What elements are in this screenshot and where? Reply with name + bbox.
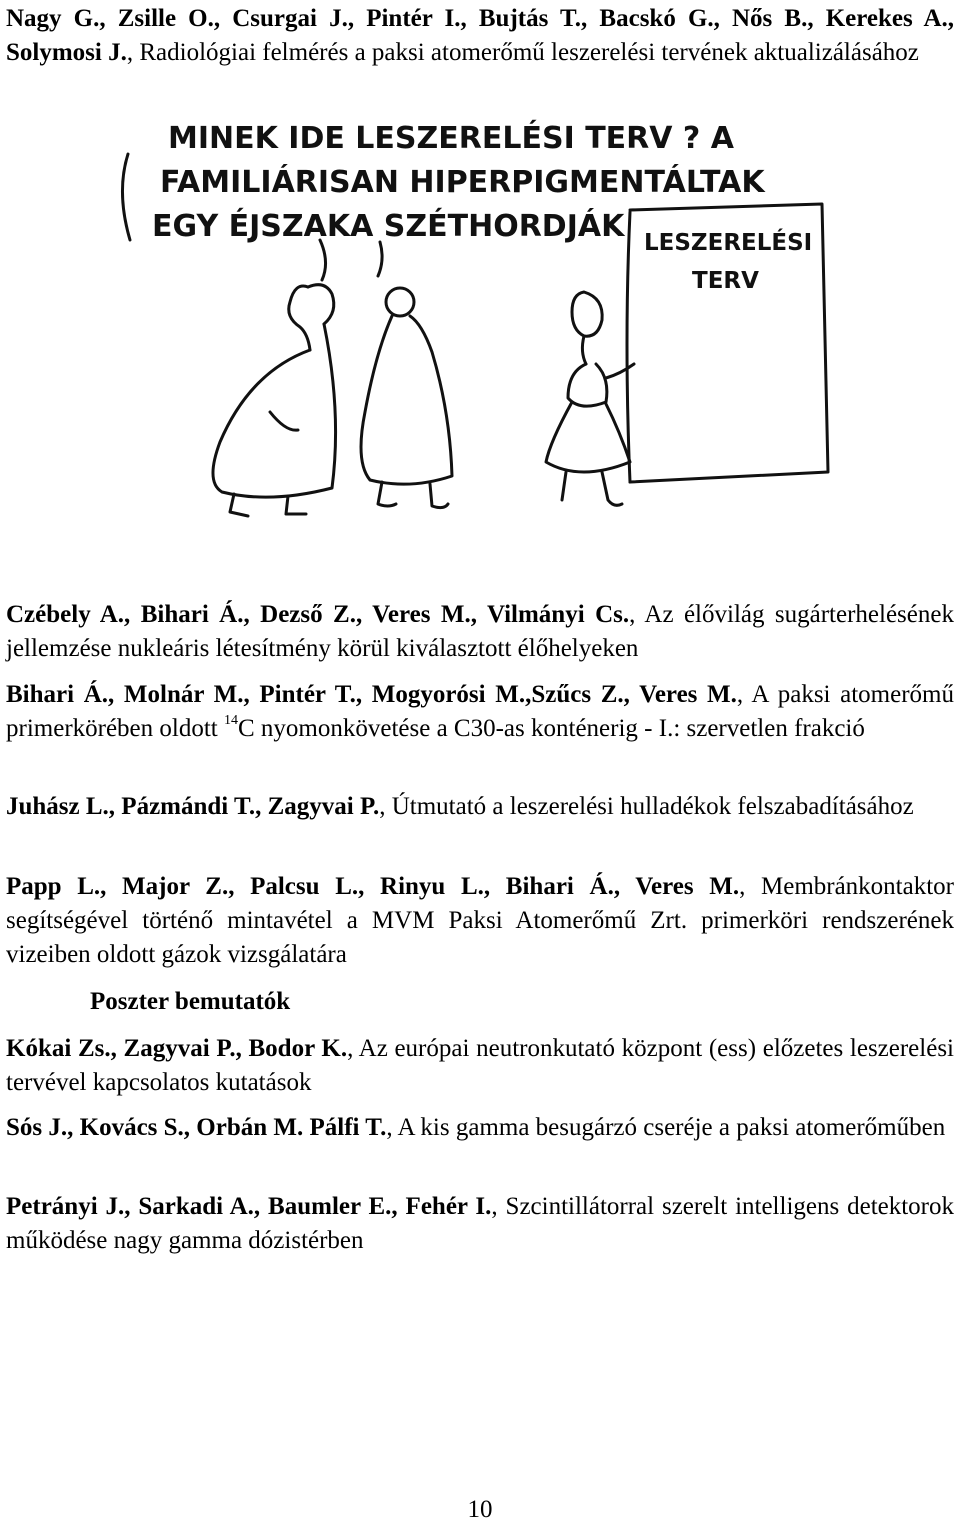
board-line-1: LESZERELÉSI <box>644 230 813 256</box>
section-heading: Poszter bemutatók <box>90 988 291 1015</box>
poster-entry <box>6 1111 954 1145</box>
poster-entry <box>6 1032 954 1100</box>
entry-authors: Bihari Á., Molnár M., Pintér T., Mogyorósi M.,Szűcs Z., Veres M. <box>6 681 737 708</box>
entry-title: , Radiológiai felmérés a paksi atomerőmű leszerelési tervének aktualizálásához <box>126 39 919 66</box>
middle-figure <box>361 288 452 508</box>
cartoon-illustration <box>110 112 870 542</box>
entry-title-continued: C nyomonkövetése a C30-as konténerig - I.: szervetlen frakció <box>238 715 865 742</box>
entry-title: , Útmutató a leszerelési hulladékok felszabadításához <box>379 793 914 820</box>
entry-title: , Az európai neutronkutató központ (ess) előzetes leszerelési tervével kapcsolatos kutatások <box>6 1035 954 1096</box>
speech-line-2: FAMILIÁRISAN HIPERPIGMENTÁLTAK <box>160 165 765 200</box>
entry-title: , A kis gamma besugárzó cseréje a paksi atomerőműben <box>386 1114 946 1141</box>
speech-line-3: EGY ÉJSZAKA SZÉTHORDJÁK <box>152 209 625 244</box>
right-figure <box>546 292 634 505</box>
entry-authors: Czébely A., Bihari Á., Dezső Z., Veres M., Vilmányi Cs. <box>6 601 630 628</box>
poster-entry <box>6 1190 954 1258</box>
entry-authors: Juhász L., Pázmándi T., Zagyvai P. <box>6 793 380 820</box>
entry-authors: Sós J., Kovács S., Orbán M. Pálfi T. <box>6 1114 387 1141</box>
board-line-2: TERV <box>692 268 759 294</box>
entry-title: , Az élővilág sugárterhelésének jellemzése nukleáris létesítmény körül kiválasztott élőhelyeken <box>6 601 954 662</box>
entry-authors: Petrányi J., Sarkadi A., Baumler E., Fehér I. <box>6 1193 492 1220</box>
speech-line-1: MINEK IDE LESZERELÉSI TERV ? A <box>168 121 734 156</box>
entry-authors: Papp L., Major Z., Palcsu L., Rinyu L., Bihari Á., Veres M. <box>6 873 740 900</box>
paper-entry <box>6 2 954 70</box>
paper-entry <box>6 790 954 824</box>
speech-bubble <box>122 154 130 240</box>
paper-entry <box>6 598 954 666</box>
entry-authors: Kókai Zs., Zagyvai P., Bodor K. <box>6 1035 348 1062</box>
entry-title: , Szcintillátorral szerelt intelligens detektorok működése nagy gamma dózistérben <box>6 1193 955 1254</box>
entry-authors: Nagy G., Zsille O., Csurgai J., Pintér I., Bujtás T., Bacskó G., Nős B., Kerekes A., Solymosi J. <box>6 5 954 66</box>
paper-entry <box>6 678 954 746</box>
paper-entry <box>6 870 954 972</box>
left-figure <box>213 285 336 516</box>
page-number: 10 <box>467 1496 493 1523</box>
superscript: 14 <box>224 713 238 728</box>
entry-title: , Membránkontaktor segítségével történő mintavétel a MVM Paksi Atomerőmű Zrt. primerköri rendszerének vizeiben oldott gázok vizsgálatára <box>6 873 954 968</box>
entry-title: , A paksi atomerőmű primerkörében oldott <box>6 681 954 742</box>
